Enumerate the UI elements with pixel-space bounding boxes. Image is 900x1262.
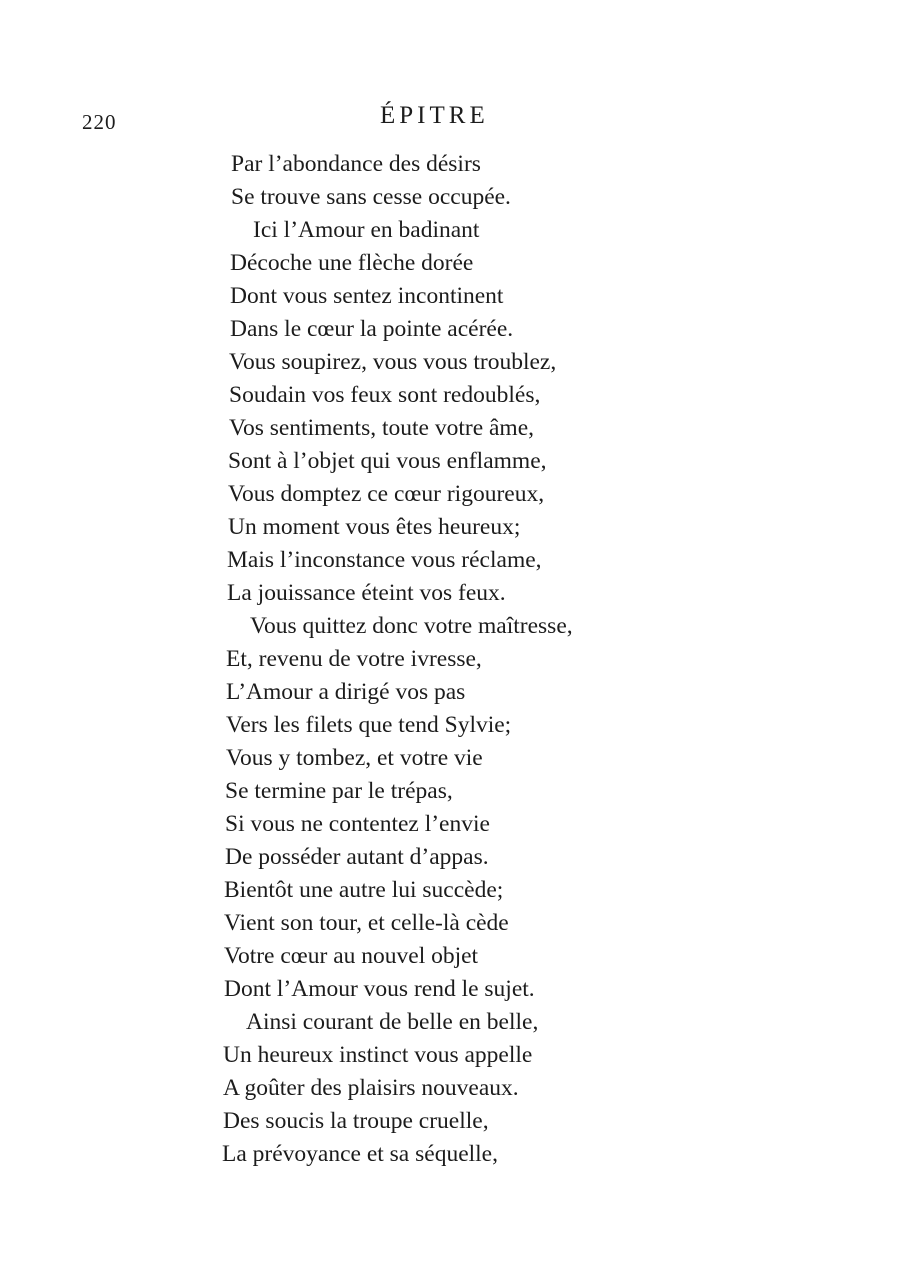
verse-line: Un heureux instinct vous appelle: [223, 1042, 533, 1068]
verse-line: L’Amour a dirigé vos pas: [226, 679, 466, 705]
verse-line: Par l’abondance des désirs: [231, 151, 481, 177]
verse-line: Ainsi courant de belle en belle,: [246, 1009, 539, 1035]
verse-line: Décoche une flèche dorée: [230, 250, 474, 276]
verse-line: Un moment vous êtes heureux;: [228, 514, 521, 540]
page-number: 220: [82, 110, 117, 134]
verse-line: Vous soupirez, vous vous troublez,: [229, 349, 557, 375]
verse-line: Se trouve sans cesse occupée.: [231, 184, 511, 210]
verse-line: Ici l’Amour en badinant: [253, 217, 480, 243]
verse-line: Soudain vos feux sont redoublés,: [229, 382, 541, 408]
verse-line: Se termine par le trépas,: [225, 778, 453, 804]
verse-line: Vous quittez donc votre maîtresse,: [250, 613, 573, 639]
verse-line: Dont l’Amour vous rend le sujet.: [224, 976, 535, 1002]
verse-line: Vient son tour, et celle-là cède: [224, 910, 509, 936]
verse-line: La jouissance éteint vos feux.: [227, 580, 506, 606]
verse-line: Dans le cœur la pointe acérée.: [230, 316, 514, 342]
verse-line: Et, revenu de votre ivresse,: [226, 646, 482, 672]
verse-line: Votre cœur au nouvel objet: [224, 943, 479, 969]
verse-line: Vers les filets que tend Sylvie;: [226, 712, 512, 738]
verse-line: Vos sentiments, toute votre âme,: [229, 415, 535, 441]
verse-line: Bientôt une autre lui succède;: [224, 877, 504, 903]
verse-line: Vous domptez ce cœur rigoureux,: [228, 481, 545, 507]
verse-line: Mais l’inconstance vous réclame,: [227, 547, 542, 573]
verse-line: Vous y tombez, et votre vie: [226, 745, 483, 771]
verse-line: Des soucis la troupe cruelle,: [223, 1108, 489, 1134]
verse-line: Sont à l’objet qui vous enflamme,: [228, 448, 547, 474]
verse-line: La prévoyance et sa séquelle,: [222, 1141, 498, 1167]
verse-line: Dont vous sentez incontinent: [230, 283, 504, 309]
running-head: ÉPITRE: [380, 102, 489, 129]
verse-line: De posséder autant d’appas.: [225, 844, 489, 870]
verse-line: Si vous ne contentez l’envie: [225, 811, 490, 837]
verse-line: A goûter des plaisirs nouveaux.: [223, 1075, 519, 1101]
